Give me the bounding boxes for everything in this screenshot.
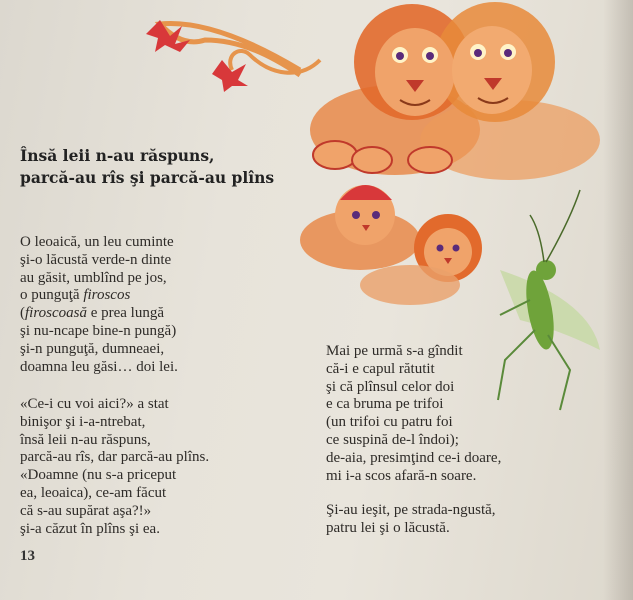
- verse-line: au găsit, umblînd pe jos,: [20, 269, 167, 286]
- grasshopper-leg: [548, 335, 570, 410]
- verse-line: că-i e capul rătutit: [326, 360, 435, 377]
- lion-paw: [408, 147, 452, 173]
- verse-line: şi că plînsul celor doi: [326, 378, 455, 395]
- grasshopper-antenna: [530, 215, 544, 262]
- verse-line: doamna leu găsi… doi lei.: [20, 358, 178, 375]
- verse-line: şi-o lăcustă verde-n dinte: [20, 251, 172, 268]
- grasshopper-antenna: [546, 190, 580, 262]
- verse-line: însă leii n-au răspuns,: [20, 431, 151, 448]
- verse-line: Mai pe urmă s-a gîndit: [326, 343, 463, 359]
- verse-line: şi nu-ncape bine-n pungă): [20, 322, 177, 339]
- verse-line: (firoscoasă e prea lungă: [20, 305, 164, 322]
- verse-line: şi-a căzut în plîns şi ea.: [20, 520, 160, 537]
- verse-line: patru lei şi o lăcustă.: [326, 519, 450, 536]
- verse-line: parcă-au rîs, dar parcă-au plîns.: [20, 449, 210, 466]
- verse-line: ea, leoaica), ce-am făcut: [20, 484, 167, 501]
- lion-face-left: [375, 28, 455, 116]
- verse-line: «Doamne (nu s-a priceput: [20, 467, 177, 484]
- page-number: 13: [20, 548, 35, 564]
- stanza-3: [326, 343, 501, 485]
- lion-face-right: [452, 26, 532, 114]
- small-lion-body: [360, 265, 460, 305]
- grasshopper-head: [536, 260, 556, 280]
- verse-line: şi-n punguţă, dumneaei,: [20, 340, 165, 357]
- stanza-1: [20, 234, 178, 376]
- stanza-4: [326, 502, 496, 538]
- verse-line: e ca bruma pe trifoi: [326, 396, 444, 413]
- verse-line: «Ce-i cu voi aici?» a stat: [20, 396, 169, 412]
- verse-line: O leoaică, un leu cuminte: [20, 234, 174, 250]
- heading-line-1: Însă leii n-au răspuns,: [20, 146, 215, 165]
- verse-line: ce suspină de-l îndoi);: [326, 431, 459, 448]
- verse-line: binişor şi i-a-ntrebat,: [20, 413, 146, 430]
- verse-line: Şi-au ieşit, pe strada-ngustă,: [326, 502, 496, 518]
- heading-line-2: parcă-au rîs şi parcă-au plîns: [20, 168, 275, 187]
- stanza-2: [20, 396, 209, 538]
- lion-paw: [352, 147, 392, 173]
- verse-line: de-aia, presimţind ce-i doare,: [326, 449, 502, 466]
- grasshopper-leg: [498, 330, 535, 400]
- verse-line: că s-au supărat aşa?!»: [20, 502, 152, 519]
- verse-line: (un trifoi cu patru foi: [326, 414, 453, 431]
- poem-heading: [20, 145, 320, 189]
- verse-line: mi i-a scos afară-n soare.: [326, 467, 477, 484]
- verse-line: o punguţă firoscos: [20, 287, 131, 304]
